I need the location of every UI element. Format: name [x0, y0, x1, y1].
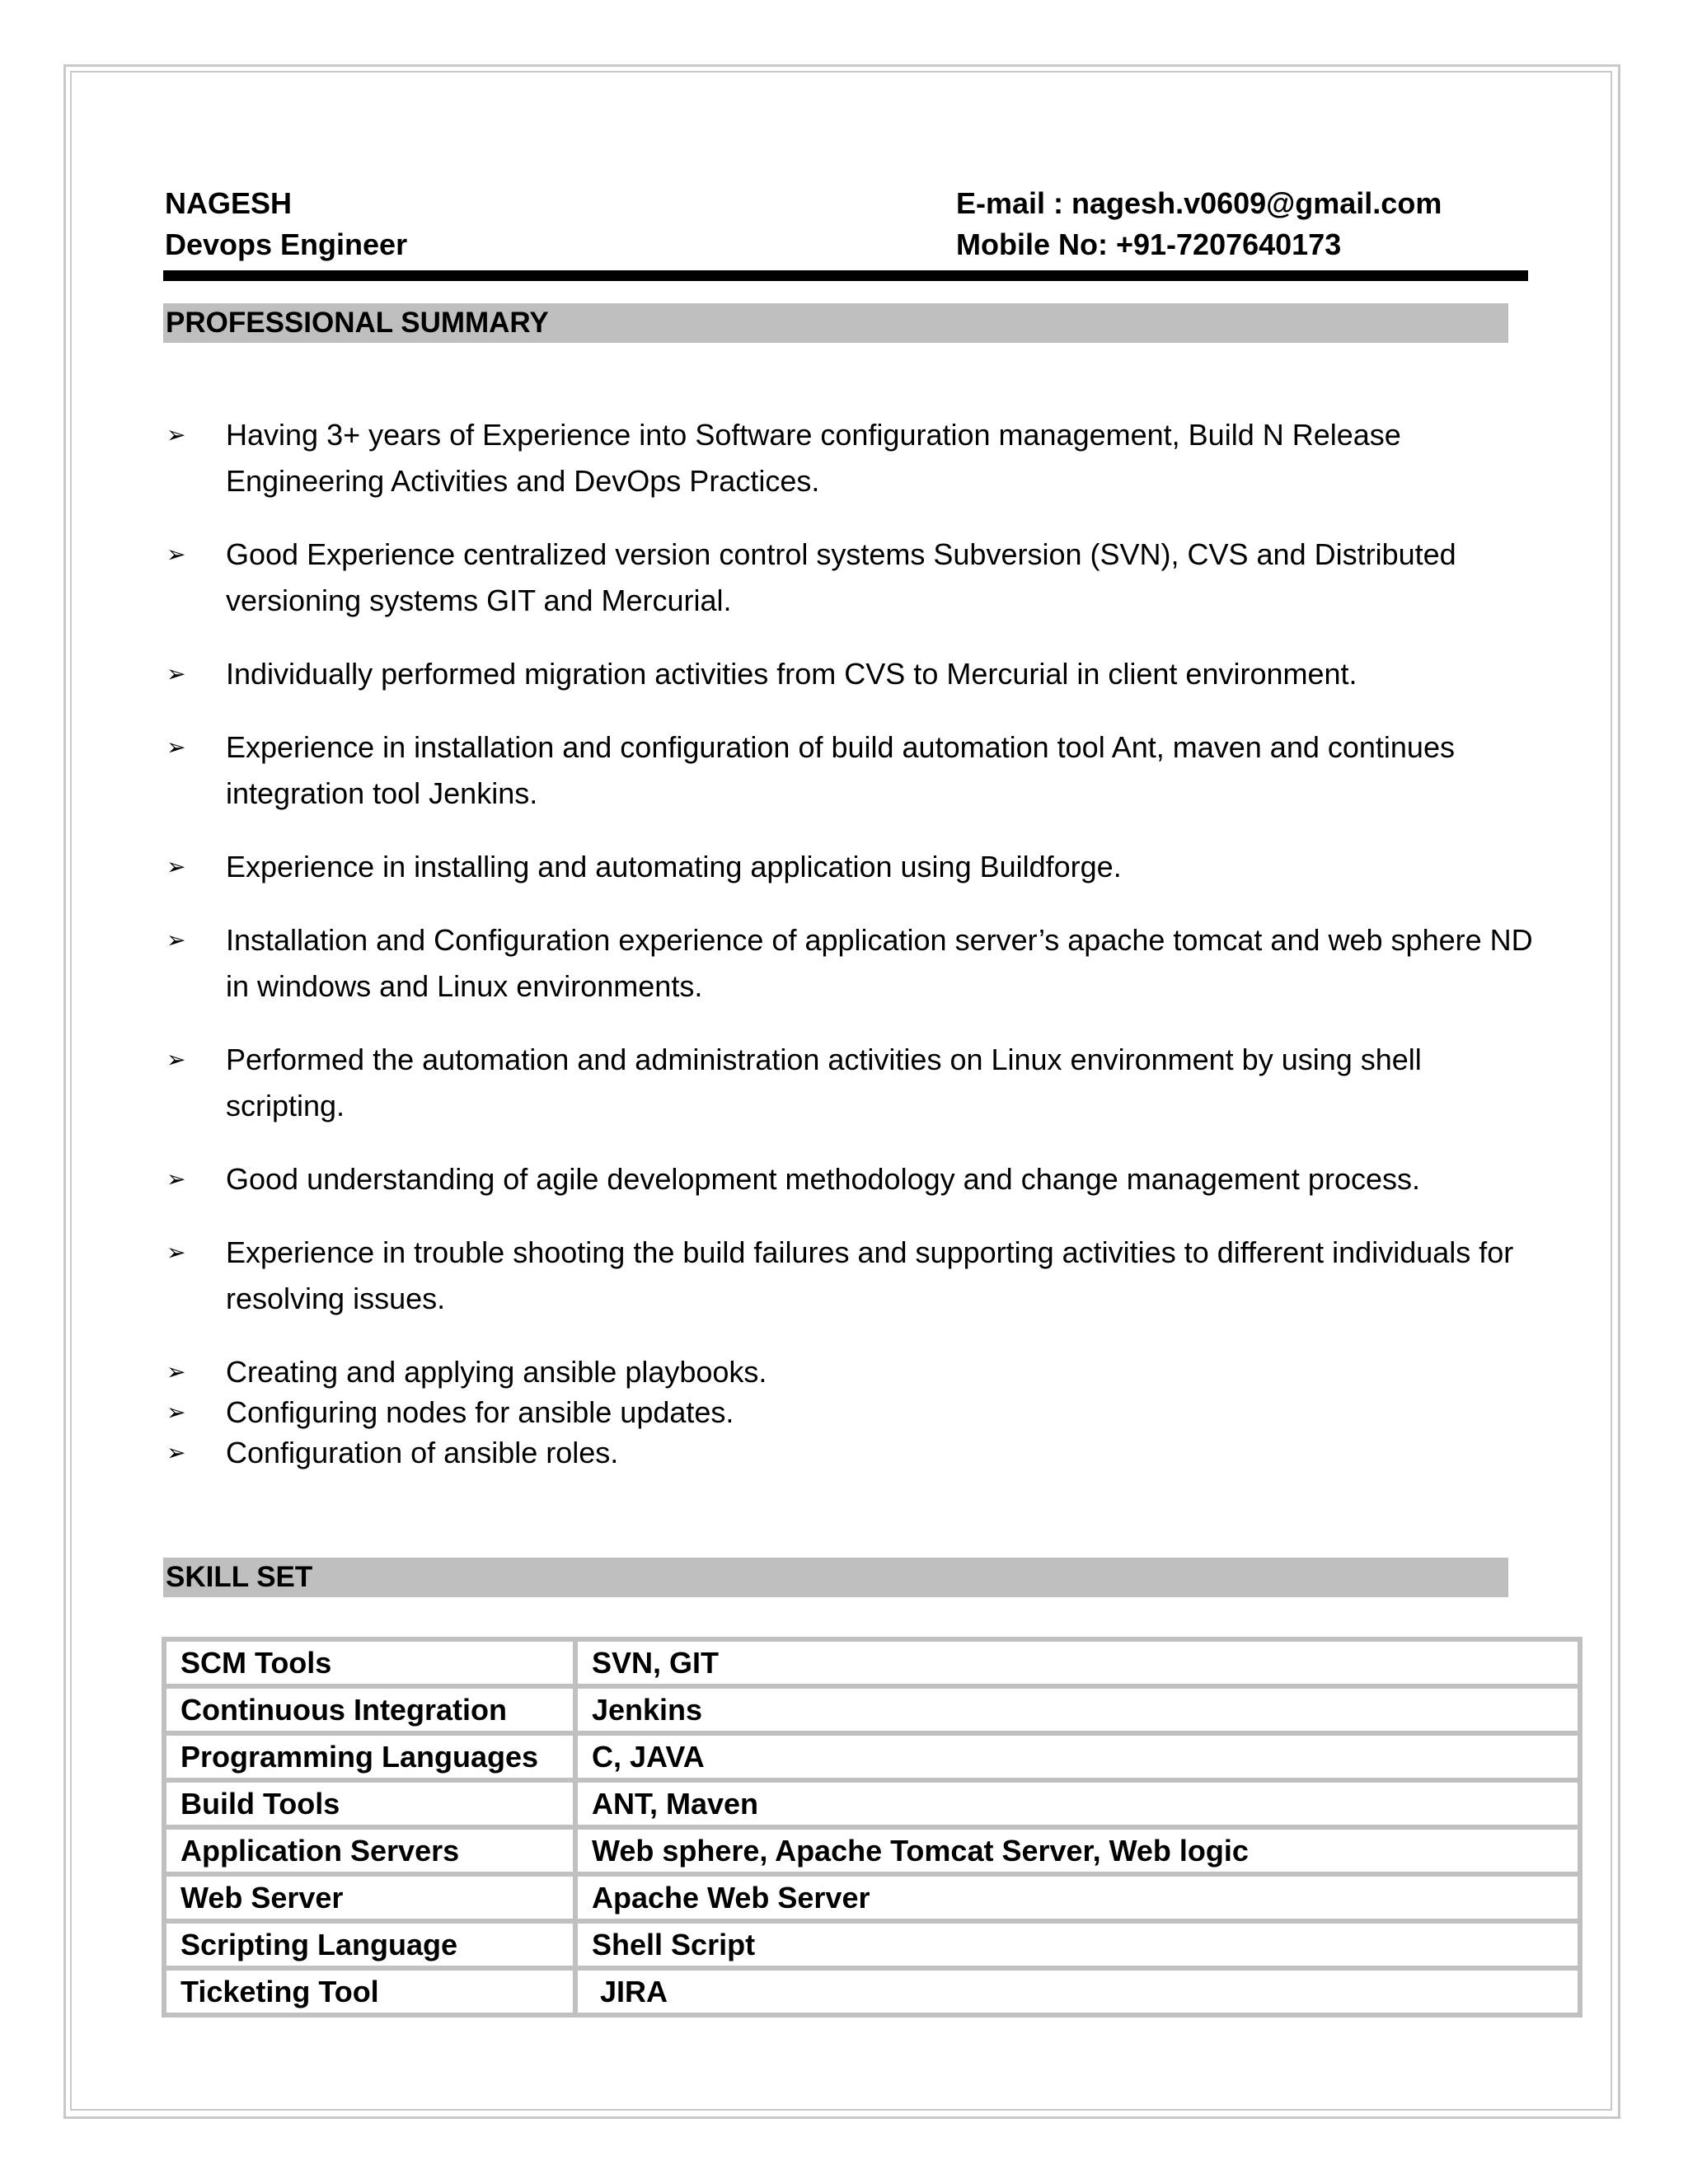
list-item — [165, 1230, 1533, 1322]
header-identity — [165, 183, 407, 265]
arrow-bullet-icon: ➢ — [166, 854, 186, 879]
list-item-text: Individually performed migration activities from CVS to Mercurial in client environment. — [226, 657, 1357, 691]
section-title: PROFESSIONAL SUMMARY — [166, 307, 549, 339]
header-divider — [163, 270, 1528, 281]
list-item-text: Good understanding of agile development methodology and change management process. — [226, 1162, 1420, 1196]
arrow-bullet-icon: ➢ — [166, 422, 186, 448]
skill-category: SCM Tools — [164, 1639, 575, 1686]
list-item — [165, 1390, 1533, 1436]
skill-value: Web sphere, Apache Tomcat Server, Web logic — [575, 1827, 1580, 1874]
list-item — [165, 651, 1533, 697]
table-row — [164, 1827, 1580, 1874]
list-item-text: Experience in installation and configuration of build automation tool Ant, maven and continues integration tool Jenkins. — [226, 730, 1455, 810]
table-row — [164, 1686, 1580, 1733]
summary-list — [165, 412, 1533, 1476]
list-item-text: Good Experience centralized version control systems Subversion (SVN), CVS and Distributed versioning systems GIT and Mercurial. — [226, 537, 1456, 617]
table-row — [164, 1780, 1580, 1827]
table-row — [164, 1639, 1580, 1686]
arrow-bullet-icon: ➢ — [166, 1240, 186, 1265]
list-item-text: Having 3+ years of Experience into Software configuration management, Build N Release Engineering Activities and DevOps Practices. — [226, 418, 1401, 498]
arrow-bullet-icon: ➢ — [166, 927, 186, 953]
arrow-bullet-icon: ➢ — [166, 1399, 186, 1425]
list-item — [165, 532, 1533, 624]
arrow-bullet-icon: ➢ — [166, 1440, 186, 1465]
skill-category: Ticketing Tool — [164, 1968, 575, 2015]
arrow-bullet-icon: ➢ — [166, 541, 186, 567]
list-item-text: Performed the automation and administration activities on Linux environment by using shell scripting. — [226, 1043, 1422, 1122]
skill-category: Build Tools — [164, 1780, 575, 1827]
list-item-text: Experience in installing and automating application using Buildforge. — [226, 850, 1122, 883]
arrow-bullet-icon: ➢ — [166, 734, 186, 760]
section-title: SKILL SET — [166, 1561, 313, 1593]
skill-category: Web Server — [164, 1874, 575, 1921]
skill-value: JIRA — [575, 1968, 1580, 2015]
skill-value: Apache Web Server — [575, 1874, 1580, 1921]
skill-category: Application Servers — [164, 1827, 575, 1874]
arrow-bullet-icon: ➢ — [166, 1166, 186, 1192]
arrow-bullet-icon: ➢ — [166, 1047, 186, 1072]
table-row — [164, 1874, 1580, 1921]
arrow-bullet-icon: ➢ — [166, 1359, 186, 1385]
list-item-text: Configuring nodes for ansible updates. — [226, 1395, 734, 1429]
list-item — [165, 1349, 1533, 1395]
list-item-text: Configuration of ansible roles. — [226, 1436, 619, 1469]
skill-category: Continuous Integration — [164, 1686, 575, 1733]
list-item — [165, 1037, 1533, 1129]
list-item-text: Experience in trouble shooting the build failures and supporting activities to different individuals for resolving issues. — [226, 1235, 1514, 1315]
list-item — [165, 724, 1533, 817]
candidate-title: Devops Engineer — [165, 227, 408, 261]
skill-value: Jenkins — [575, 1686, 1580, 1733]
table-row — [164, 1921, 1580, 1968]
skill-value: ANT, Maven — [575, 1780, 1580, 1827]
arrow-bullet-icon: ➢ — [166, 661, 186, 687]
skill-value: Shell Script — [575, 1921, 1580, 1968]
list-item-text: Creating and applying ansible playbooks. — [226, 1355, 767, 1389]
section-heading-summary — [163, 303, 1508, 343]
table-row — [164, 1733, 1580, 1780]
list-item-text: Installation and Configuration experience of application server’s apache tomcat and web sphere ND in windows and Linux environments. — [226, 923, 1533, 1003]
list-item — [165, 1156, 1533, 1202]
skill-value: SVN, GIT — [575, 1639, 1580, 1686]
table-row — [164, 1968, 1580, 2015]
skill-category: Programming Languages — [164, 1733, 575, 1780]
skill-value: C, JAVA — [575, 1733, 1580, 1780]
list-item — [165, 917, 1533, 1010]
list-item — [165, 412, 1533, 504]
email-line: E-mail : nagesh.v0609@gmail.com — [956, 186, 1442, 220]
skill-category: Scripting Language — [164, 1921, 575, 1968]
list-item — [165, 844, 1533, 890]
list-item — [165, 1430, 1533, 1476]
section-heading-skills — [163, 1558, 1508, 1597]
candidate-name: NAGESH — [165, 186, 293, 220]
mobile-line: Mobile No: +91-7207640173 — [956, 227, 1342, 261]
header-contact — [956, 183, 1442, 265]
skills-table — [162, 1637, 1582, 2018]
